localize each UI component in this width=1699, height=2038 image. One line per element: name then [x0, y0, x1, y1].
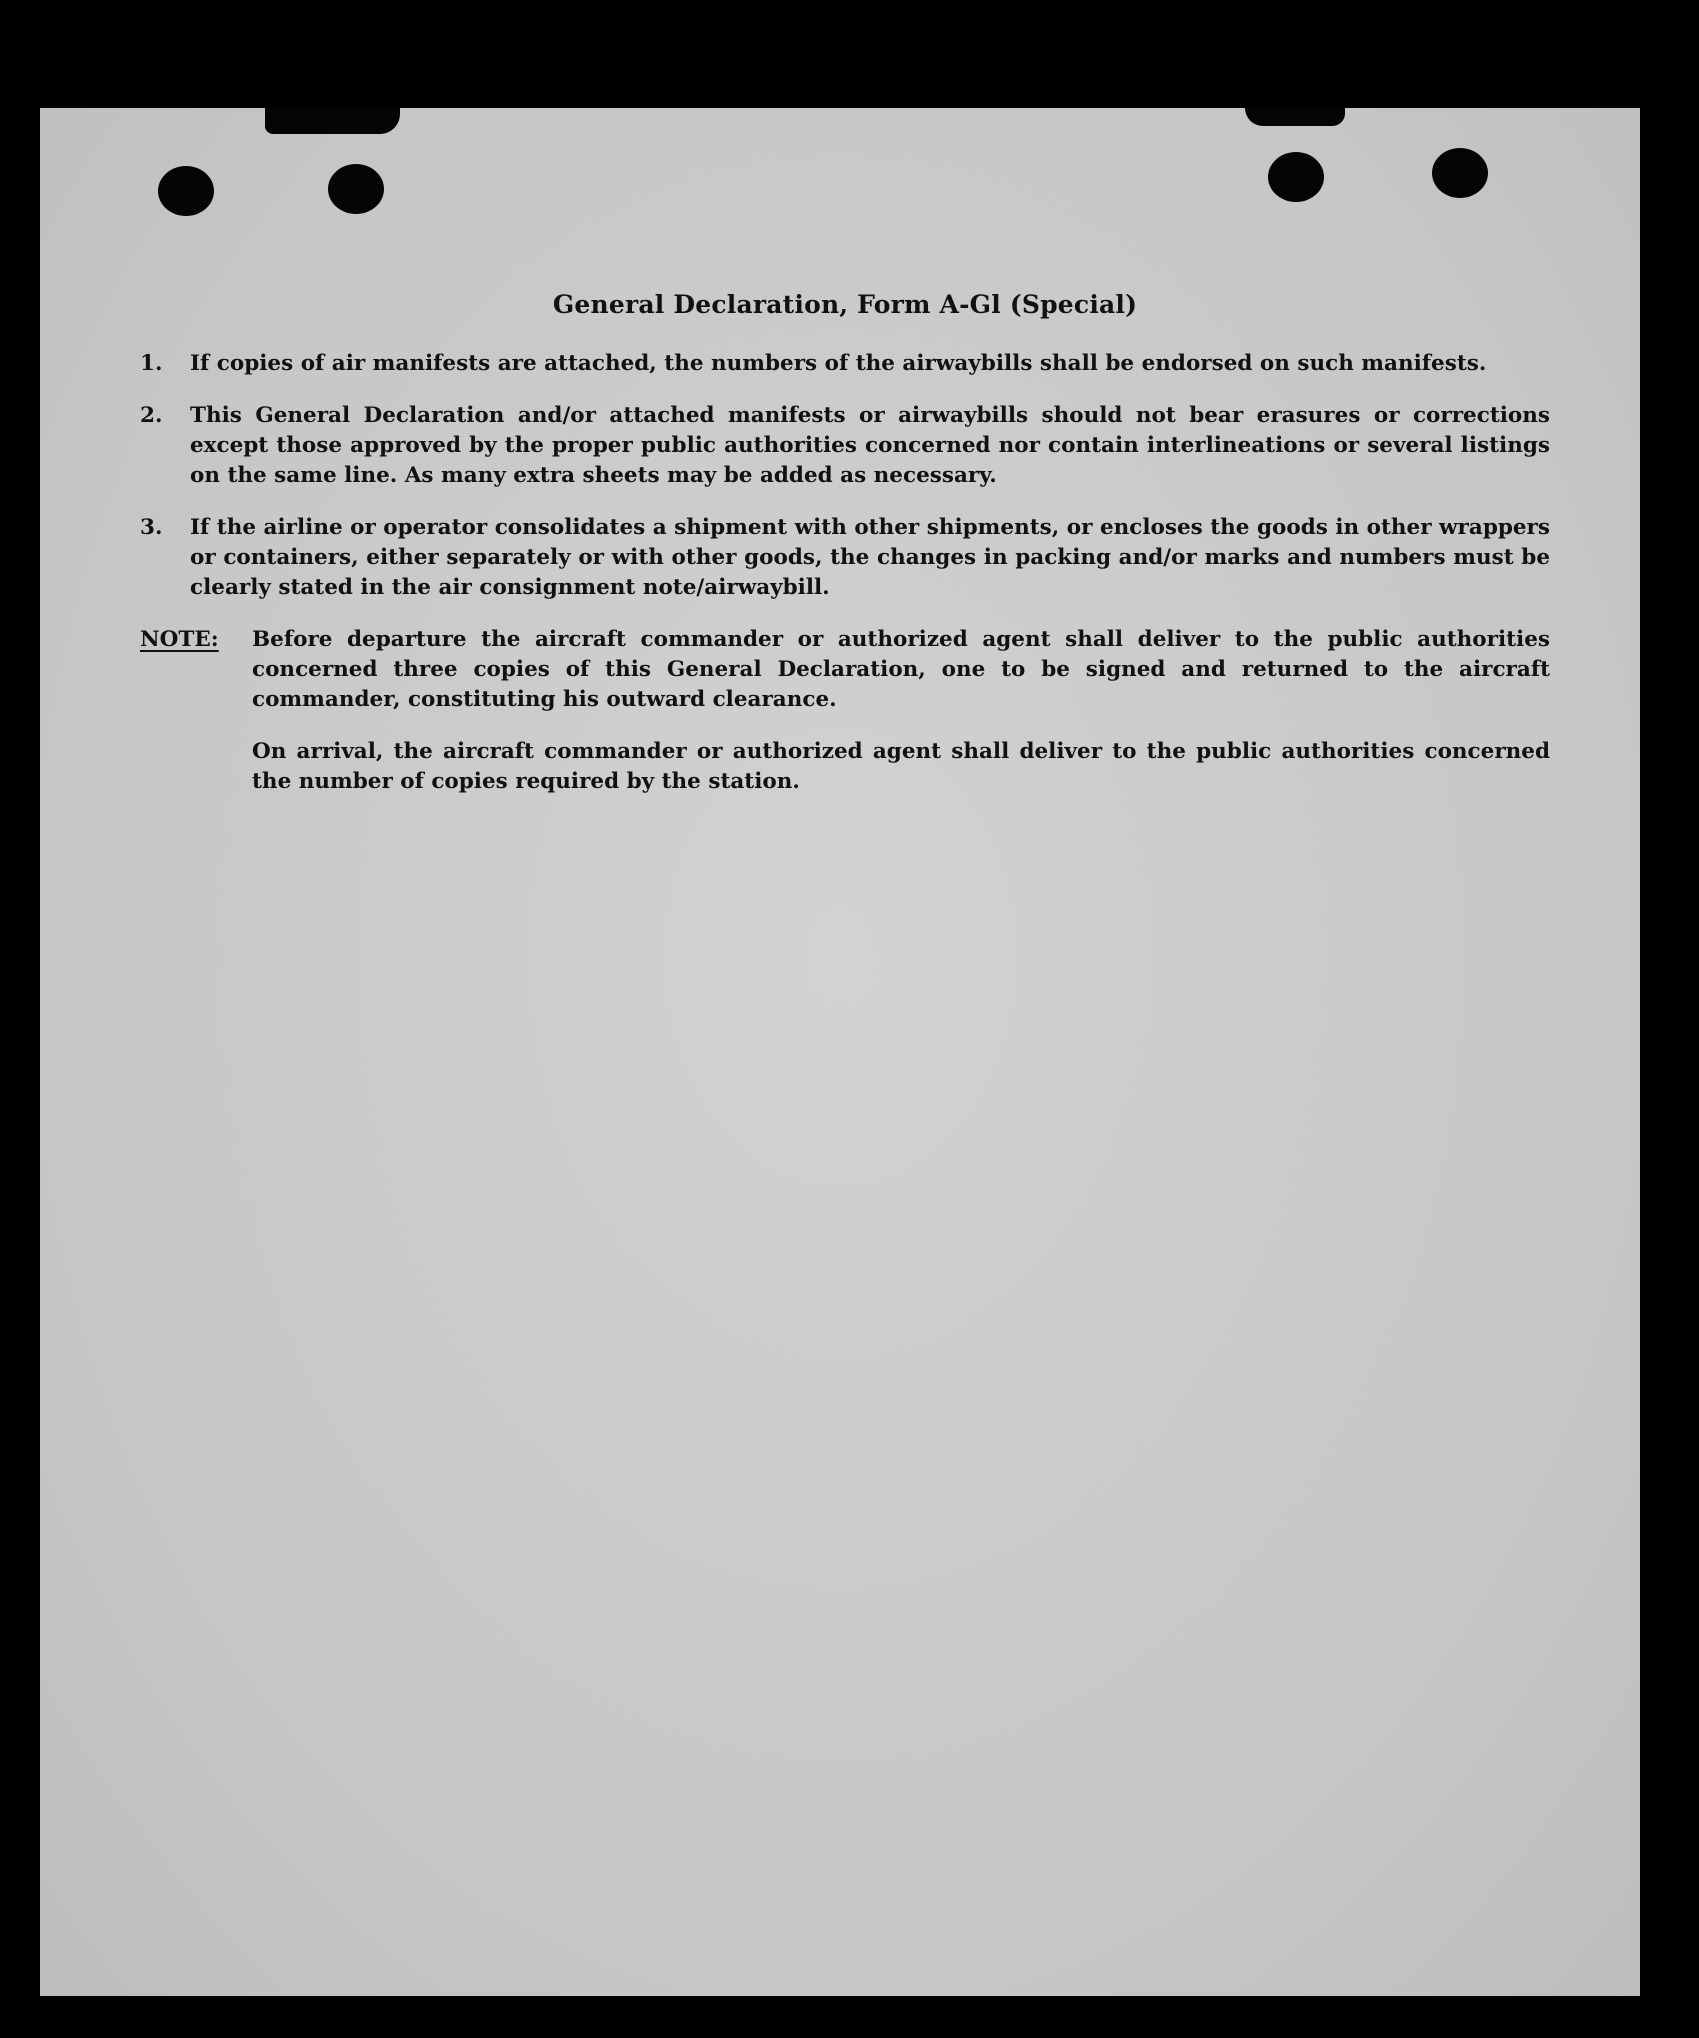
note-section	[140, 625, 1550, 819]
list-item	[140, 401, 1550, 491]
item-text: If copies of air manifests are attached, the numbers of the airwaybills shall be endorsed on such manifests.	[190, 351, 1487, 376]
document-title: General Declaration, Form A-Gl (Special)	[552, 290, 1138, 319]
list-item	[140, 513, 1550, 603]
tear-mark	[265, 108, 400, 134]
document-body	[140, 290, 1550, 819]
punch-hole	[1268, 152, 1324, 202]
note-label: NOTE:	[140, 627, 219, 652]
note-paragraph: On arrival, the aircraft commander or authorized agent shall deliver to the public authorities concerned the number of copies required by the station.	[252, 739, 1550, 794]
item-text: If the airline or operator consolidates a shipment with other shipments, or encloses the goods in other wrappers or containers, either separately or with other goods, the changes in packing and/or marks and numbers must be clearly stated in the air consignment note/airwaybill.	[190, 515, 1550, 600]
item-number: 1.	[140, 351, 163, 376]
list-item	[140, 349, 1550, 379]
tear-mark	[1245, 108, 1345, 126]
note-body	[252, 625, 1550, 819]
punch-hole	[328, 164, 384, 214]
punch-hole	[1432, 148, 1488, 198]
item-number: 2.	[140, 403, 163, 428]
item-number: 3.	[140, 515, 163, 540]
item-text: This General Declaration and/or attached manifests or airwaybills should not bear erasures or corrections except those approved by the proper public authorities concerned nor contain interlineations or several listings on the same line. As many extra sheets may be added as necessary.	[190, 403, 1550, 488]
punch-hole	[158, 166, 214, 216]
note-paragraph: Before departure the aircraft commander or authorized agent shall deliver to the public authorities concerned three copies of this General Declaration, one to be signed and returned to the aircraft commander, constituting his outward clearance.	[252, 627, 1550, 712]
